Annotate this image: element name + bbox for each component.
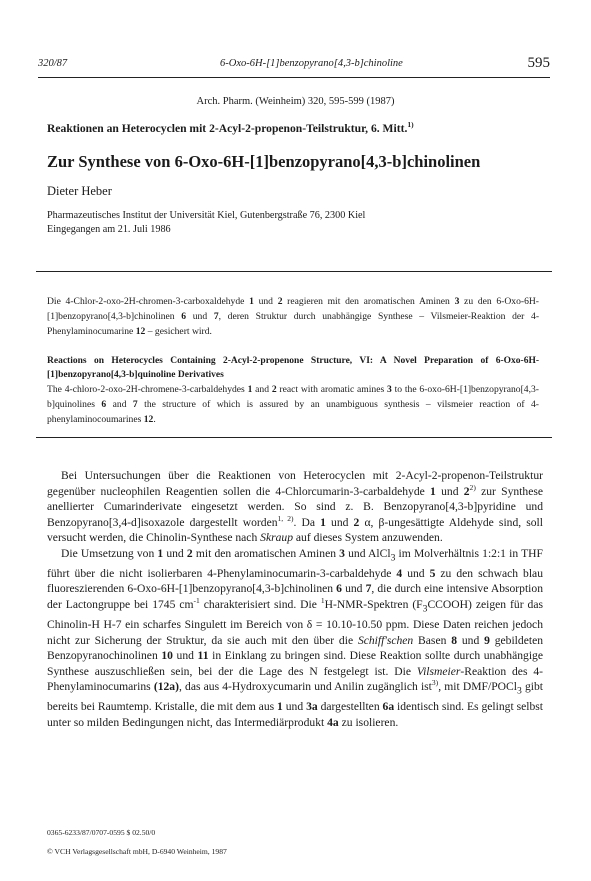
received-date: Eingegangen am 21. Juli 1986: [47, 223, 171, 235]
abstract-de-text: Die 4-Chlor-2-oxo-2H-chromen-3-carboxaldehyde: [47, 296, 250, 307]
body-text: [47, 468, 543, 730]
main-title: Zur Synthese von 6-Oxo-6H-[1]benzopyrano[4,3-b]chinolinen: [47, 152, 481, 171]
body-text-run: , das aus 4-Hydroxycumarin und Anilin zugänglich ist: [178, 680, 432, 694]
subscript: 3: [516, 685, 522, 697]
body-text-run: und: [172, 649, 198, 663]
abstract-de-text: reagieren mit den aromatischen Aminen: [282, 296, 455, 307]
body-text-run: , mit DMF/POCl: [438, 680, 517, 694]
abstract-en-text: and: [252, 384, 272, 395]
header-running-title: 6-Oxo-6H-[1]benzopyrano[4,3-b]chinoline: [220, 58, 403, 69]
unit-superscript: -1: [193, 596, 200, 606]
compound-ref: 3: [339, 546, 345, 560]
body-text-run: in Einklang zu bringen sind. Diese Reaktion sollte durch unabhängige Synthese auszuschließen sein, bei der die Lage des N festgelegt ist. Die: [47, 649, 543, 678]
compound-ref: 8: [451, 633, 458, 647]
abstract-en-text: react with aromatic amines: [276, 384, 388, 395]
compound-ref: 1: [320, 515, 326, 529]
issn-code: 0365-6233/87/0707-0595 $ 02.50/0: [47, 828, 156, 837]
body-text-run: und: [457, 633, 485, 647]
body-text-run: zu isolieren.: [338, 715, 399, 729]
abstract-de-text: zu den 6-Oxo-6H-[1]benzopyrano[4,3-b]chinolinen: [47, 296, 540, 322]
abstract-de-text: und: [186, 311, 214, 322]
body-text-run: H-NMR-Spektren (F: [324, 598, 423, 612]
body-text-run: identisch sind. Es gelingt selbst unter so milden Bedingungen nicht, das Intermediärprodukt: [47, 700, 543, 729]
name-reference: Skraup: [260, 531, 294, 545]
isotope-superscript: 1: [320, 596, 325, 606]
citation-superscript: 3): [431, 678, 439, 688]
body-text-run: und: [163, 546, 187, 560]
body-text-run: dargestellten: [317, 700, 383, 714]
body-text-run: gibt bereits bei Raumtemp. Kristalle, die mit dem aus: [47, 680, 544, 714]
abstract-en-text: the structure of which is assured by an unambiguous synthesis – vilsmeier reaction of 4-phenylaminocoumarines: [47, 399, 539, 425]
subscript: 3: [422, 603, 428, 615]
abstract-de-text: , deren Struktur durch unabhängige Synthese – Vilsmeier-Reaktion der 4-Phenylaminocumarine: [47, 311, 540, 337]
english-title: Reactions on Heterocycles Containing 2-Acyl-2-propenone Structure, VI: A Novel Preparation of 6-Oxo-6H-[1]benzopyrano[4,3-b]quinoline Derivatives: [47, 356, 539, 380]
compound-ref: 1: [247, 384, 253, 395]
compound-ref: (12a): [153, 680, 179, 694]
body-text-run: im Molverhältnis 1:2:1 in THF führt über die nicht isolierbaren 4-Phenylaminocumarin-3-carbaldehyde: [47, 546, 543, 580]
body-text-run: und AlCl: [344, 546, 391, 560]
compound-ref: 6: [181, 311, 187, 322]
compound-ref: 10: [161, 649, 173, 663]
body-text-run: Die Umsetzung von: [61, 546, 158, 560]
compound-ref: 12: [135, 326, 146, 337]
body-text-run: CCOOH) zeigen für das Chinolin-H H-7 ein scharfes Singulett im Bereich von δ = 10.10-10.50 ppm. Diese Daten reichen jedoch nicht zur Sicherung der Struktur, da sie auch mit den über die: [47, 598, 543, 647]
compound-ref: 7: [365, 582, 372, 596]
header-rule: [38, 77, 550, 78]
compound-ref: 7: [213, 311, 219, 322]
compound-ref: 4: [396, 566, 403, 580]
body-text-run: gebildeten Benzopyranochinolinen: [47, 633, 544, 663]
abstract-top-rule: [36, 271, 552, 272]
abstract-en-text: .: [153, 414, 156, 425]
author: Dieter Heber: [47, 184, 112, 198]
compound-ref: 11: [197, 649, 209, 663]
abstract-de-text: und: [253, 296, 278, 307]
abstract-german: [47, 294, 539, 339]
body-text-run: mit den aromatischen Aminen: [192, 546, 340, 560]
running-header: [38, 55, 550, 74]
body-text-run: und: [341, 582, 366, 596]
body-text-run: charakterisiert sind. Die: [199, 598, 321, 612]
compound-ref: 9: [484, 633, 490, 647]
abstract-english: [47, 382, 539, 427]
compound-ref: 2: [271, 384, 277, 395]
abstract-bottom-rule: [36, 437, 552, 438]
affiliation: Pharmazeutisches Institut der Universität Kiel, Gutenbergstraße 76, 2300 Kiel: [47, 210, 366, 221]
body-text-run: Basen: [413, 633, 452, 647]
compound-ref: 1: [430, 484, 436, 498]
series-footnote: 1): [407, 120, 414, 130]
abstract-en-text: The 4-chloro-2-oxo-2H-chromene-3-carbaldehydes: [47, 384, 248, 395]
page-number: 595: [527, 55, 550, 71]
abstract-en-text: to the 6-oxo-6H-[1]benzopyrano[4,3-b]quinolines: [47, 384, 539, 410]
compound-ref: 6: [101, 399, 107, 410]
series-title: [47, 122, 414, 135]
body-text-run: , die durch eine intensive Absorption der Lactongruppe bei 1745 cm: [47, 582, 543, 612]
citation-superscript: 1, 2): [277, 513, 294, 523]
compound-ref: 1: [157, 546, 164, 560]
compound-ref: 2: [353, 515, 360, 529]
body-text-run: zu den schwach blau fluoreszierenden 6-Oxo-6H-[1]benzopyrano[4,3-b]chinolinen: [47, 566, 543, 596]
compound-ref: 5: [429, 566, 436, 580]
compound-ref: 12: [143, 414, 154, 425]
body-text-run: und: [282, 700, 307, 714]
body-text-run: und: [325, 515, 354, 529]
abstract-en-text: and: [106, 399, 133, 410]
body-paragraph: [47, 546, 543, 730]
body-text-run: zur Synthese anellierter Cumarinderivate eingesetzt werden. So sind z. B. Benzopyrano[4,3-b]pyridine und Benzopyrano[3,4-d]isoxazole dargestellt worden: [47, 484, 543, 529]
body-paragraph: [47, 468, 543, 546]
body-text-run: und: [402, 566, 430, 580]
compound-ref: 6: [336, 582, 342, 596]
name-reference: Schiff'schen: [357, 633, 414, 647]
name-reference: Vilsmeier: [416, 664, 461, 678]
compound-ref: 3: [454, 296, 460, 307]
body-text-run: Bei Untersuchungen über die Reaktionen von Heterocyclen mit 2-Acyl-2-propenon-Teilstruktur gegenüber nucleophilen Reagentien sollen die 4-Chlorcumarin-3-carbaldehyde: [47, 469, 543, 498]
body-text-run: -Reaktion des 4-Phenylaminocumarins: [47, 664, 543, 694]
compound-ref: 6a: [382, 700, 395, 714]
compound-ref: 7: [132, 399, 138, 410]
citation-superscript: 2): [469, 482, 476, 492]
compound-ref: 1: [249, 296, 254, 307]
abstract-de-text: – gesichert wird.: [145, 326, 212, 337]
series-title-text: Reaktionen an Heterocyclen mit 2-Acyl-2-propenon-Teilstruktur, 6. Mitt.: [47, 122, 408, 135]
header-volume: 320/87: [38, 58, 68, 69]
body-text-run: α, β-ungesättigte Aldehyde sind, soll versucht werden, die Chinolin-Synthese nach: [47, 515, 544, 545]
body-text-run: . Da: [293, 515, 321, 529]
journal-citation: Arch. Pharm. (Weinheim) 320, 595-599 (1987): [196, 96, 395, 107]
body-text-run: und: [435, 484, 464, 498]
copyright: © VCH Verlagsgesellschaft mbH, D-6940 Weinheim, 1987: [47, 847, 227, 856]
compound-ref: 2: [463, 484, 470, 498]
subscript: 3: [390, 552, 396, 564]
body-text-run: auf dieses System anzuwenden.: [293, 531, 443, 545]
affiliation-block: [47, 209, 365, 236]
compound-ref: 3: [387, 384, 392, 395]
compound-ref: 1: [277, 700, 283, 714]
compound-ref: 4a: [327, 715, 339, 729]
compound-ref: 2: [186, 546, 193, 560]
compound-ref: 3a: [306, 700, 318, 714]
compound-ref: 2: [277, 296, 283, 307]
